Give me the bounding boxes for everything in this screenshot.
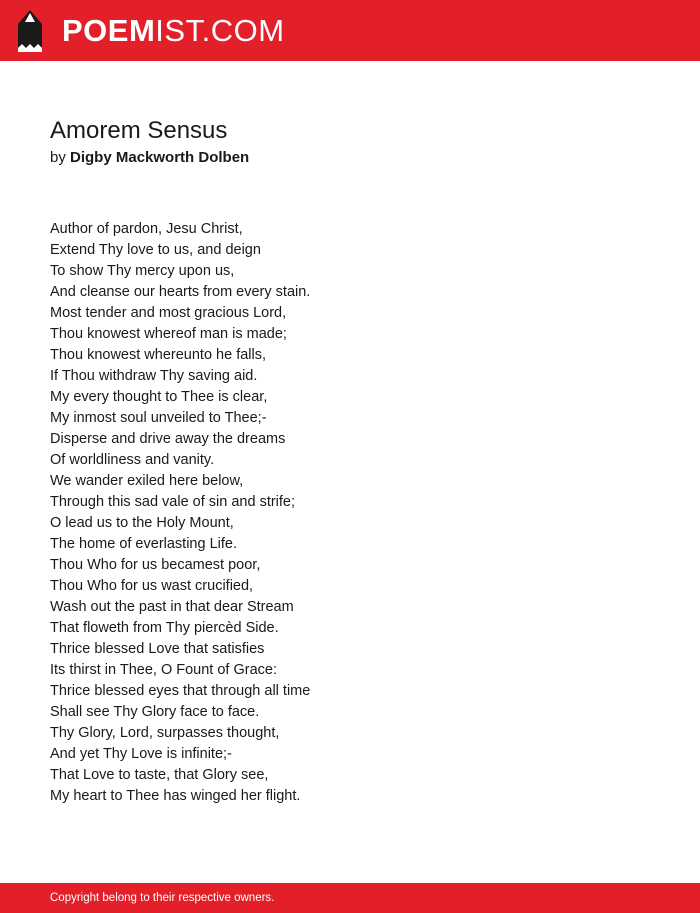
site-header <box>0 0 700 61</box>
poem-line: Wash out the past in that dear Stream <box>50 599 294 615</box>
site-logo[interactable] <box>62 12 285 50</box>
poem-line: Thou knowest whereunto he falls, <box>50 347 267 363</box>
poem-line: Most tender and most gracious Lord, <box>50 305 287 321</box>
poem-line: We wander exiled here below, <box>50 473 244 489</box>
copyright-notice: Copyright belong to their respective owners. <box>50 892 275 904</box>
poem-line: Thrice blessed Love that satisfies <box>50 641 265 657</box>
poem-line: Thou Who for us becamest poor, <box>50 557 261 573</box>
poem-body <box>50 219 650 807</box>
byline-prefix: by <box>50 149 66 166</box>
poem-line: That floweth from Thy piercèd Side. <box>50 620 279 636</box>
poem-title: Amorem Sensus <box>50 117 228 144</box>
poem-line: The home of everlasting Life. <box>50 536 237 552</box>
poem-line: Disperse and drive away the dreams <box>50 431 286 447</box>
poem-line: And cleanse our hearts from every stain. <box>50 284 311 300</box>
poem-line: Thrice blessed eyes that through all time <box>50 683 311 699</box>
logo-light-text: IST.COM <box>155 13 285 48</box>
author-name: Digby Mackworth Dolben <box>70 149 250 166</box>
poem-line: Thy Glory, Lord, surpasses thought, <box>50 725 280 741</box>
poem-line: That Love to taste, that Glory see, <box>50 767 269 783</box>
logo-bold-text: POEM <box>62 13 156 48</box>
poem-line: Thou knowest whereof man is made; <box>50 326 287 342</box>
poem-line: O lead us to the Holy Mount, <box>50 515 234 531</box>
poem-line: Of worldliness and vanity. <box>50 452 215 468</box>
poem-line: My inmost soul unveiled to Thee;- <box>50 410 267 426</box>
poem-line: My heart to Thee has winged her flight. <box>50 788 301 804</box>
poem-line: Through this sad vale of sin and strife; <box>50 494 296 510</box>
byline <box>50 148 249 168</box>
poem-line: Thou Who for us wast crucified, <box>50 578 254 594</box>
poem-line: Shall see Thy Glory face to face. <box>50 704 260 720</box>
poem-line: And yet Thy Love is infinite;- <box>50 746 232 762</box>
poem-line: To show Thy mercy upon us, <box>50 263 235 279</box>
poem-line: Extend Thy love to us, and deign <box>50 242 261 258</box>
poem-line: Its thirst in Thee, O Fount of Grace: <box>50 662 277 678</box>
poem-line: My every thought to Thee is clear, <box>50 389 268 405</box>
poem-line: If Thou withdraw Thy saving aid. <box>50 368 258 384</box>
poem-line: Author of pardon, Jesu Christ, <box>50 221 243 237</box>
site-footer <box>0 883 700 913</box>
pencil-icon[interactable] <box>17 10 43 52</box>
